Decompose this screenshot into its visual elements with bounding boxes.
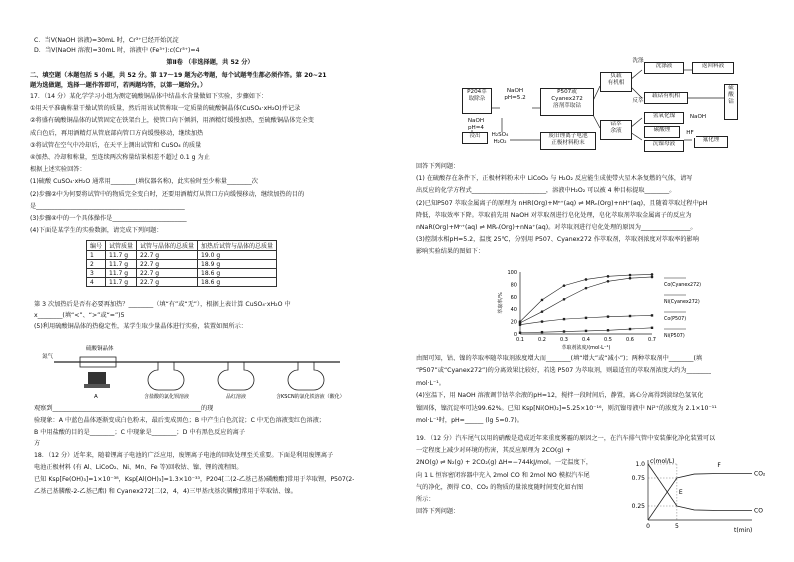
table-cell: 18.6 g xyxy=(198,278,277,287)
table-header: 试管与晶体的总质量 xyxy=(137,241,198,251)
table-row xyxy=(87,251,277,260)
data-point xyxy=(629,274,632,277)
data-point xyxy=(651,327,653,329)
box-strip: 载钴有机相 xyxy=(644,92,688,104)
text-line: 是________________________________________________ xyxy=(30,202,185,210)
x-tick-label: 0.1 xyxy=(516,337,524,343)
data-point xyxy=(585,330,587,332)
y-tick-label: 0.25 xyxy=(631,503,645,510)
crystal-label: 硫酸铜晶体 xyxy=(86,346,114,352)
data-point xyxy=(651,273,654,276)
apparatus-diagram xyxy=(40,342,370,402)
x-axis-label: 萃取剂浓度/(mol·L⁻¹) xyxy=(561,345,611,351)
table-cell: 2 xyxy=(87,260,106,269)
text-line: (5)利用硫酸铜晶体的热稳定性，某学生取少量晶体进行实验，装置如图所示： xyxy=(34,323,247,330)
text-line: “P507”或“Cyanex272”)的分离效果比较好，若选 P507 为萃取剂，则最适宜的萃取剂浓度大约为________ xyxy=(416,367,712,375)
box-lif: 氟化锂 xyxy=(694,136,728,148)
text-line: ③将试管在空气中冷却后，在天平上测出试管和 CuSO₄ 的质量 xyxy=(30,141,202,149)
x-tick-label: 0.7 xyxy=(648,337,656,343)
text-line: mol·L⁻¹时，pH=______ (lg 5=0.7)。 xyxy=(416,417,523,424)
x-tick-label: 0 xyxy=(646,523,650,530)
table-cell: 18.9 g xyxy=(198,260,277,269)
text-line: 观察到________________________________________________的现 xyxy=(34,405,214,412)
text-line: 气的净化，测得 CO、CO₂ 的物质的量浓度随时间变化如右图 xyxy=(416,483,584,491)
section-title: 第Ⅱ卷 （非选择题，共 52 分） xyxy=(166,59,254,66)
text-line: 已知 Ksp[Fe(OH)₃]=1×10⁻³⁸，Ksp[Al(OH)₃]=1.3×10⁻³³，P204[二(2-乙基己基)磷酸酯]常用于萃取锂，P507(2- xyxy=(34,475,355,483)
tag-hf: HF xyxy=(684,130,696,138)
table-row xyxy=(87,278,277,287)
data-point xyxy=(541,320,543,322)
legend-label: Co(Cyanex272) xyxy=(664,283,702,288)
text-line: ①用天平准确称量干燥试管的质量，然后用该试管称取一定质量的硫酸铜晶体(CuSO₄·xH₂O)并记录 xyxy=(30,105,301,113)
box-lithium-carbonate: 碳酸锂 xyxy=(644,126,680,138)
label-b-desc: 含盐酸的氯化钡溶液 xyxy=(144,394,190,400)
concentration-chart xyxy=(622,456,772,534)
text-line: (1)硫酸 CuSO₄·xH₂O 通常用________(填仪器名称)，此实验时至少称量________次 xyxy=(30,178,258,186)
text-line: 回答下列问题： xyxy=(416,508,460,516)
box-p204: P204萃 取除杂 xyxy=(462,88,492,114)
y-axis-label: c(mol/L) xyxy=(650,458,675,465)
text-line: (4)室温下，用 NaOH 溶液调节钴萃余液的pH=12，搅拌一段时间后，静置，离心分离得到淡绿色氢氧化 xyxy=(416,392,704,400)
text-line: B 中用盐酸的目的是________；C 中现象是________；D 中有黑色反应的离子 xyxy=(34,428,246,436)
text-line: nNaR(Org)+Mⁿ⁺(aq) ⇌ MRₙ(Org)+nNa⁺(aq)。对萃取剂进行皂化处理的原因为________________。 xyxy=(416,224,697,231)
text-line: 17．（14 分）某化学学习小组为测定硫酸铜晶体中结晶水含量做如下实验，步骤如下： xyxy=(30,93,268,100)
table-header: 加热后试管与晶体的总质量 xyxy=(198,241,277,251)
extraction-chart xyxy=(496,268,746,352)
table-cell: 11.7 g xyxy=(106,260,137,269)
option-c: C．当V(NaOH 溶液)=30mL 时，Cr³⁺已经开始沉淀 xyxy=(34,37,179,44)
box-precip: 沉镍母液 xyxy=(644,140,684,152)
table-cell: 11.7 g xyxy=(106,278,137,287)
series-line xyxy=(520,274,652,321)
y-tick-label: 100 xyxy=(507,270,517,276)
text-line: 2NO(g) ⇌ N₂(g) + 2CO₂(g) ΔH=−744kJ/mol。一定温度下， xyxy=(416,459,593,467)
data-table xyxy=(86,240,277,287)
text-line: 18．（12 分）近年来，随着锂离子电池的广泛应用，废锂离子电池的回收处理至关重要。下面是利用废锂离子 xyxy=(34,452,334,460)
table-row xyxy=(87,269,277,278)
text-line: (4)下面是某学生的实验数据，请完成下列问题： xyxy=(30,227,163,235)
y-tick-label: 0.75 xyxy=(631,475,645,482)
text-line: (2)步骤②中为何要将试管中的物质完全变白时，还要用酒精灯从管口方向缓慢移动，继续加热的目的 xyxy=(30,190,305,198)
text-line: (1) 在硫酸存在条件下，正极材料粉末中 LiCoO₂ 与 H₂O₂ 反应能生成使带火星木条复燃的气体，请写 xyxy=(416,175,693,183)
box-raffinate: 钴萃 余液 xyxy=(600,120,632,140)
box-acid: H₂SO₄ H₂O₂ xyxy=(491,132,509,145)
box-back: 返回料液 xyxy=(692,62,734,74)
gas-label: 氮气 xyxy=(42,354,54,360)
text-line: (3)步骤④中的一个具体操作是________________________ xyxy=(30,215,187,222)
text-line: 成白色后，再用酒精灯从管底部向管口方向缓慢移动，继续加热 xyxy=(30,129,204,137)
text-line: 电池正极材料 (有 Al、LiCoO₂、Ni、Mn、Fe 等)回收钴、镍、锂的流程图。 xyxy=(34,464,243,471)
box-p507: P507或 Cyanex272 溶剂萃取钴 xyxy=(540,88,594,116)
data-point xyxy=(651,276,654,279)
text-line: 影响实验结果的图如下： xyxy=(416,248,485,256)
table-cell: 3 xyxy=(87,269,106,278)
x-axis-label: t(min) xyxy=(734,527,753,534)
data-point xyxy=(541,299,544,302)
data-point xyxy=(607,280,610,283)
data-point xyxy=(607,275,610,278)
data-point xyxy=(519,332,521,334)
label-c-desc: 品红溶液 xyxy=(226,394,247,400)
table-header: 编号 xyxy=(87,241,106,251)
data-point xyxy=(629,328,631,330)
table-cell: 1 xyxy=(87,251,106,260)
text-line: x________(填“<”、“>”或“=”)5 xyxy=(34,312,125,319)
data-point xyxy=(651,314,653,316)
data-point xyxy=(629,315,631,317)
series-line xyxy=(648,474,752,520)
text-line: mol·L⁻¹。 xyxy=(416,379,445,387)
y-tick-label: 80 xyxy=(510,282,517,289)
data-point xyxy=(607,329,609,331)
x-tick-label: 0.6 xyxy=(626,337,634,343)
x-tick-label: 5 xyxy=(674,523,679,530)
y-axis-label: 萃取率/% xyxy=(498,292,504,314)
table-row xyxy=(87,260,277,269)
tag-wash: 洗涤 xyxy=(632,58,644,68)
x-tick-label: 0.3 xyxy=(560,337,568,343)
box-nickel: 氢氧化镍 xyxy=(644,112,684,124)
text-line: 第 3 次加热后是否有必要再加热？________（填“有”或“无”），根据上表计算 CuSO₄·xH₂O 中 xyxy=(34,301,291,308)
table-cell: 19.0 g xyxy=(198,251,277,260)
text-line: 方 xyxy=(34,440,41,448)
series-label: CO xyxy=(754,507,763,515)
data-point xyxy=(541,310,544,313)
data-point xyxy=(563,330,565,332)
table-cell: 22.7 g xyxy=(137,260,198,269)
box-org-phase: 负载 有机相 xyxy=(600,72,632,92)
text-line: ②将盛有硫酸铜晶体的试管固定在铁架台上，使管口向下倾斜，用酒精灯缓慢加热，至硫酸铜晶体完全变 xyxy=(30,117,314,125)
y-tick-label: 60 xyxy=(510,294,517,301)
y-tick-label: 20 xyxy=(510,319,517,326)
data-point xyxy=(563,318,565,320)
box-ph-top: NaOH pH=4 xyxy=(462,118,490,130)
point-label-f: F xyxy=(717,461,721,469)
flow-chart xyxy=(462,58,762,158)
data-point xyxy=(607,315,609,317)
text-line: 镍固体，镍沉淀率可达99.62%。已知 Ksp[Ni(OH)₂]=5.25×10⁻¹⁶，则沉镍母液中 Ni²⁺的浓度为 2.1×10⁻¹¹ xyxy=(416,404,717,412)
text-line: 出反应的化学方程式________________________，溶液中H₂O₂ 可以被 4 种目标提取________。 xyxy=(416,187,676,195)
table-cell: 11.7 g xyxy=(106,251,137,260)
text-line: 验现象：A 中蓝色晶体逐渐变成白色粉末，最后变成黑色；B 中产生白色沉淀；C 中无色溶液变红色溶液； xyxy=(34,416,325,424)
box-leach: 浸出 xyxy=(462,132,488,144)
table-cell: 22.7 g xyxy=(137,251,198,260)
y-tick-label: 40 xyxy=(510,307,517,314)
text-line: 根据上述实验回答： xyxy=(30,166,86,174)
text-line: (3)控制水相pH=5.2，温度 25℃，分别用 P507、Cyanex272 作萃取剂，萃取剂浓度对萃取率的影响 xyxy=(416,236,699,244)
data-point xyxy=(585,287,588,290)
table-cell: 22.7 g xyxy=(137,269,198,278)
text-line: 所示： xyxy=(416,496,435,503)
section-intro-2: 题为选做题，选择一题作答即可，若两题均答，以第一题给分。） xyxy=(30,82,207,89)
text-line: 一定程度上减少对环境的伤害，其反应原理为 2CO(g) + xyxy=(416,447,571,455)
text-line: 19．（12 分）汽车尾气以用的硝酸是造成近年来重度雾霾的原因之一，在汽车排气管中安装催化净化装置可以 xyxy=(416,435,716,442)
table-cell: 4 xyxy=(87,278,106,287)
legend-label: Ni(P507) xyxy=(664,334,685,339)
data-point xyxy=(541,331,543,333)
text-line: 由图可知，钴、镍的萃取率随萃取剂浓度增大而________(填“增大”或“减小”)；两种萃取剂中________(填 xyxy=(416,355,703,362)
y-tick-label: 1.0 xyxy=(635,461,645,468)
option-d: D．当V(NaOH 溶液)=30mL 时，溶液中 (Fe³⁺):c(Cr³⁺)=4 xyxy=(34,47,200,54)
text-line: 回答下列问题： xyxy=(416,163,460,170)
label-d-desc: 含KSCN的氯化铁溶液（酸化） xyxy=(276,394,345,400)
text-line: 向 1 L 恒容密闭容器中充入 2mol CO 和 2mol NO 模拟汽车尾 xyxy=(416,471,590,479)
box-wash: 洗涤液 xyxy=(644,62,684,74)
x-tick-label: 0.4 xyxy=(582,337,590,343)
data-point xyxy=(563,298,566,301)
box-source: 废旧锂离子电池 正极材料粉末 xyxy=(540,132,596,150)
data-point xyxy=(563,284,566,287)
data-point xyxy=(519,324,521,326)
text-line: ④加热、冷却和称量，至连续两次称量结果相差不超过 0.1 g 为止 xyxy=(30,154,210,161)
box-cobalt-sulfate: 硫 酸 钴 xyxy=(724,84,738,120)
data-point xyxy=(629,277,632,280)
box-ph-mid: NaOH pH=5.2 xyxy=(500,88,530,104)
y-tick-label: 0 xyxy=(513,332,517,338)
text-line: 降低，萃取效率下降。萃取前先用 NaOH 对萃取剂进行皂化处理，皂化萃取剂萃取金属离子的反应为 xyxy=(416,211,692,219)
legend-label: Co(P507) xyxy=(664,317,687,322)
table-cell: 22.7 g xyxy=(137,278,198,287)
table-cell: 11.7 g xyxy=(106,269,137,278)
point-label-e: E xyxy=(678,489,683,496)
data-point xyxy=(585,278,588,281)
x-tick-label: 0.5 xyxy=(604,337,612,343)
label-a: A xyxy=(94,394,98,400)
tag-naoh: NaOH xyxy=(689,114,707,120)
tag-strip: 反萃 xyxy=(632,98,644,108)
series-label: CO₂ xyxy=(754,470,766,478)
text-line: 乙基己基膦酸-2-乙基己酯) 和 Cyanex272[二(2，4，4)三甲基戊基次膦酸]常用于萃取钴、镍。 xyxy=(34,487,297,495)
text-line: (2)已知P507 萃取金属离子的原理为 nHR(Org)+Mⁿ⁺(aq) ⇌ MRₙ(Org)+nH⁺(aq)，且随着萃取过程中pH xyxy=(416,199,708,207)
legend-label: Ni(Cyanex272) xyxy=(664,300,700,305)
table-header: 试管质量 xyxy=(106,241,137,251)
data-point xyxy=(585,317,587,319)
x-tick-label: 0.2 xyxy=(538,337,546,343)
table-cell: 18.6 g xyxy=(198,269,277,278)
section-intro-1: 二、填空题（本题包括 5 小题，共 52 分。第 17～19 题为必考题，每个试题考生都必须作答。第 20~21 xyxy=(30,72,327,79)
